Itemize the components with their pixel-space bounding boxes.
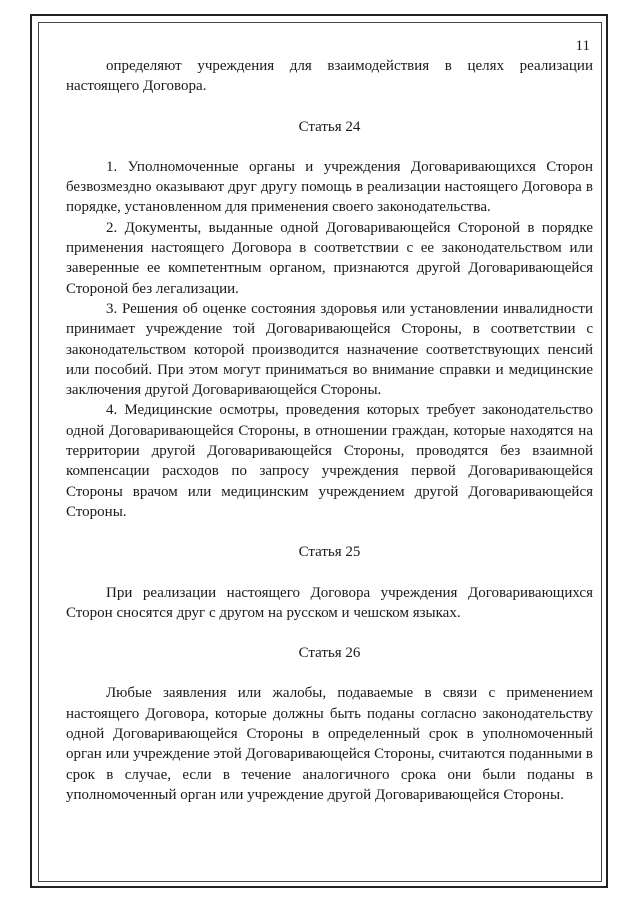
article-25-heading: Статья 25 (298, 544, 361, 561)
article-24-heading: Статья 24 (298, 118, 361, 135)
article-24-paragraph-4: 4. Медицинские осмотры, проведения которых требует законодательство одной Договаривающейся Стороны, в отношении граждан, которые находятся на территории другой Договаривающейся Стороны, проводятся без взаимной компенсации расходов по запросу учреждения первой Договаривающейся Стороны врачом или медицинским учреждением другой Договаривающейся Стороны. (66, 402, 593, 520)
article-26-heading: Статья 26 (298, 645, 361, 662)
article-24-paragraph-1: 1. Уполномоченные органы и учреждения Договаривающихся Сторон безвозмездно оказывают друг другу помощь в реализации настоящего Договора в порядке, установленном для применения своего законодательства. (66, 158, 593, 216)
intro-paragraph: определяют учреждения для взаимодействия в целях реализации настоящего Договора. (66, 58, 593, 95)
article-24-paragraph-2: 2. Документы, выданные одной Договаривающейся Стороной в порядке применения настоящего Договора в соответствии с ее законодательством или заверенные ее компетентным органом, признаются другой Договаривающейся Стороной без легализации. (66, 219, 593, 297)
article-24-paragraph-3: 3. Решения об оценке состояния здоровья или установлении инвалидности принимает учреждение той Договаривающейся Стороны, в соответствии с законодательством которой производится назначение соответствующих пенсий или пособий. При этом могут приниматься во внимание справки и медицинские заключения другой Договаривающейся Стороны. (66, 300, 593, 399)
page-number: 11 (575, 38, 590, 54)
document-body (66, 56, 593, 805)
article-25-paragraph-1: При реализации настоящего Договора учреждения Договаривающихся Сторон сносятся друг с другом на русском и чешском языках. (66, 584, 593, 621)
article-26-paragraph-1: Любые заявления или жалобы, подаваемые в связи с применением настоящего Договора, которые должны быть поданы согласно законодательству одной Договаривающейся Стороны в определенный срок в уполномоченный орган или учреждение этой Договаривающейся Стороны, считаются поданными в срок в случае, если в течение аналогичного срока они были поданы в уполномоченный орган или учреждение другой Договаривающейся Стороны. (66, 685, 593, 803)
